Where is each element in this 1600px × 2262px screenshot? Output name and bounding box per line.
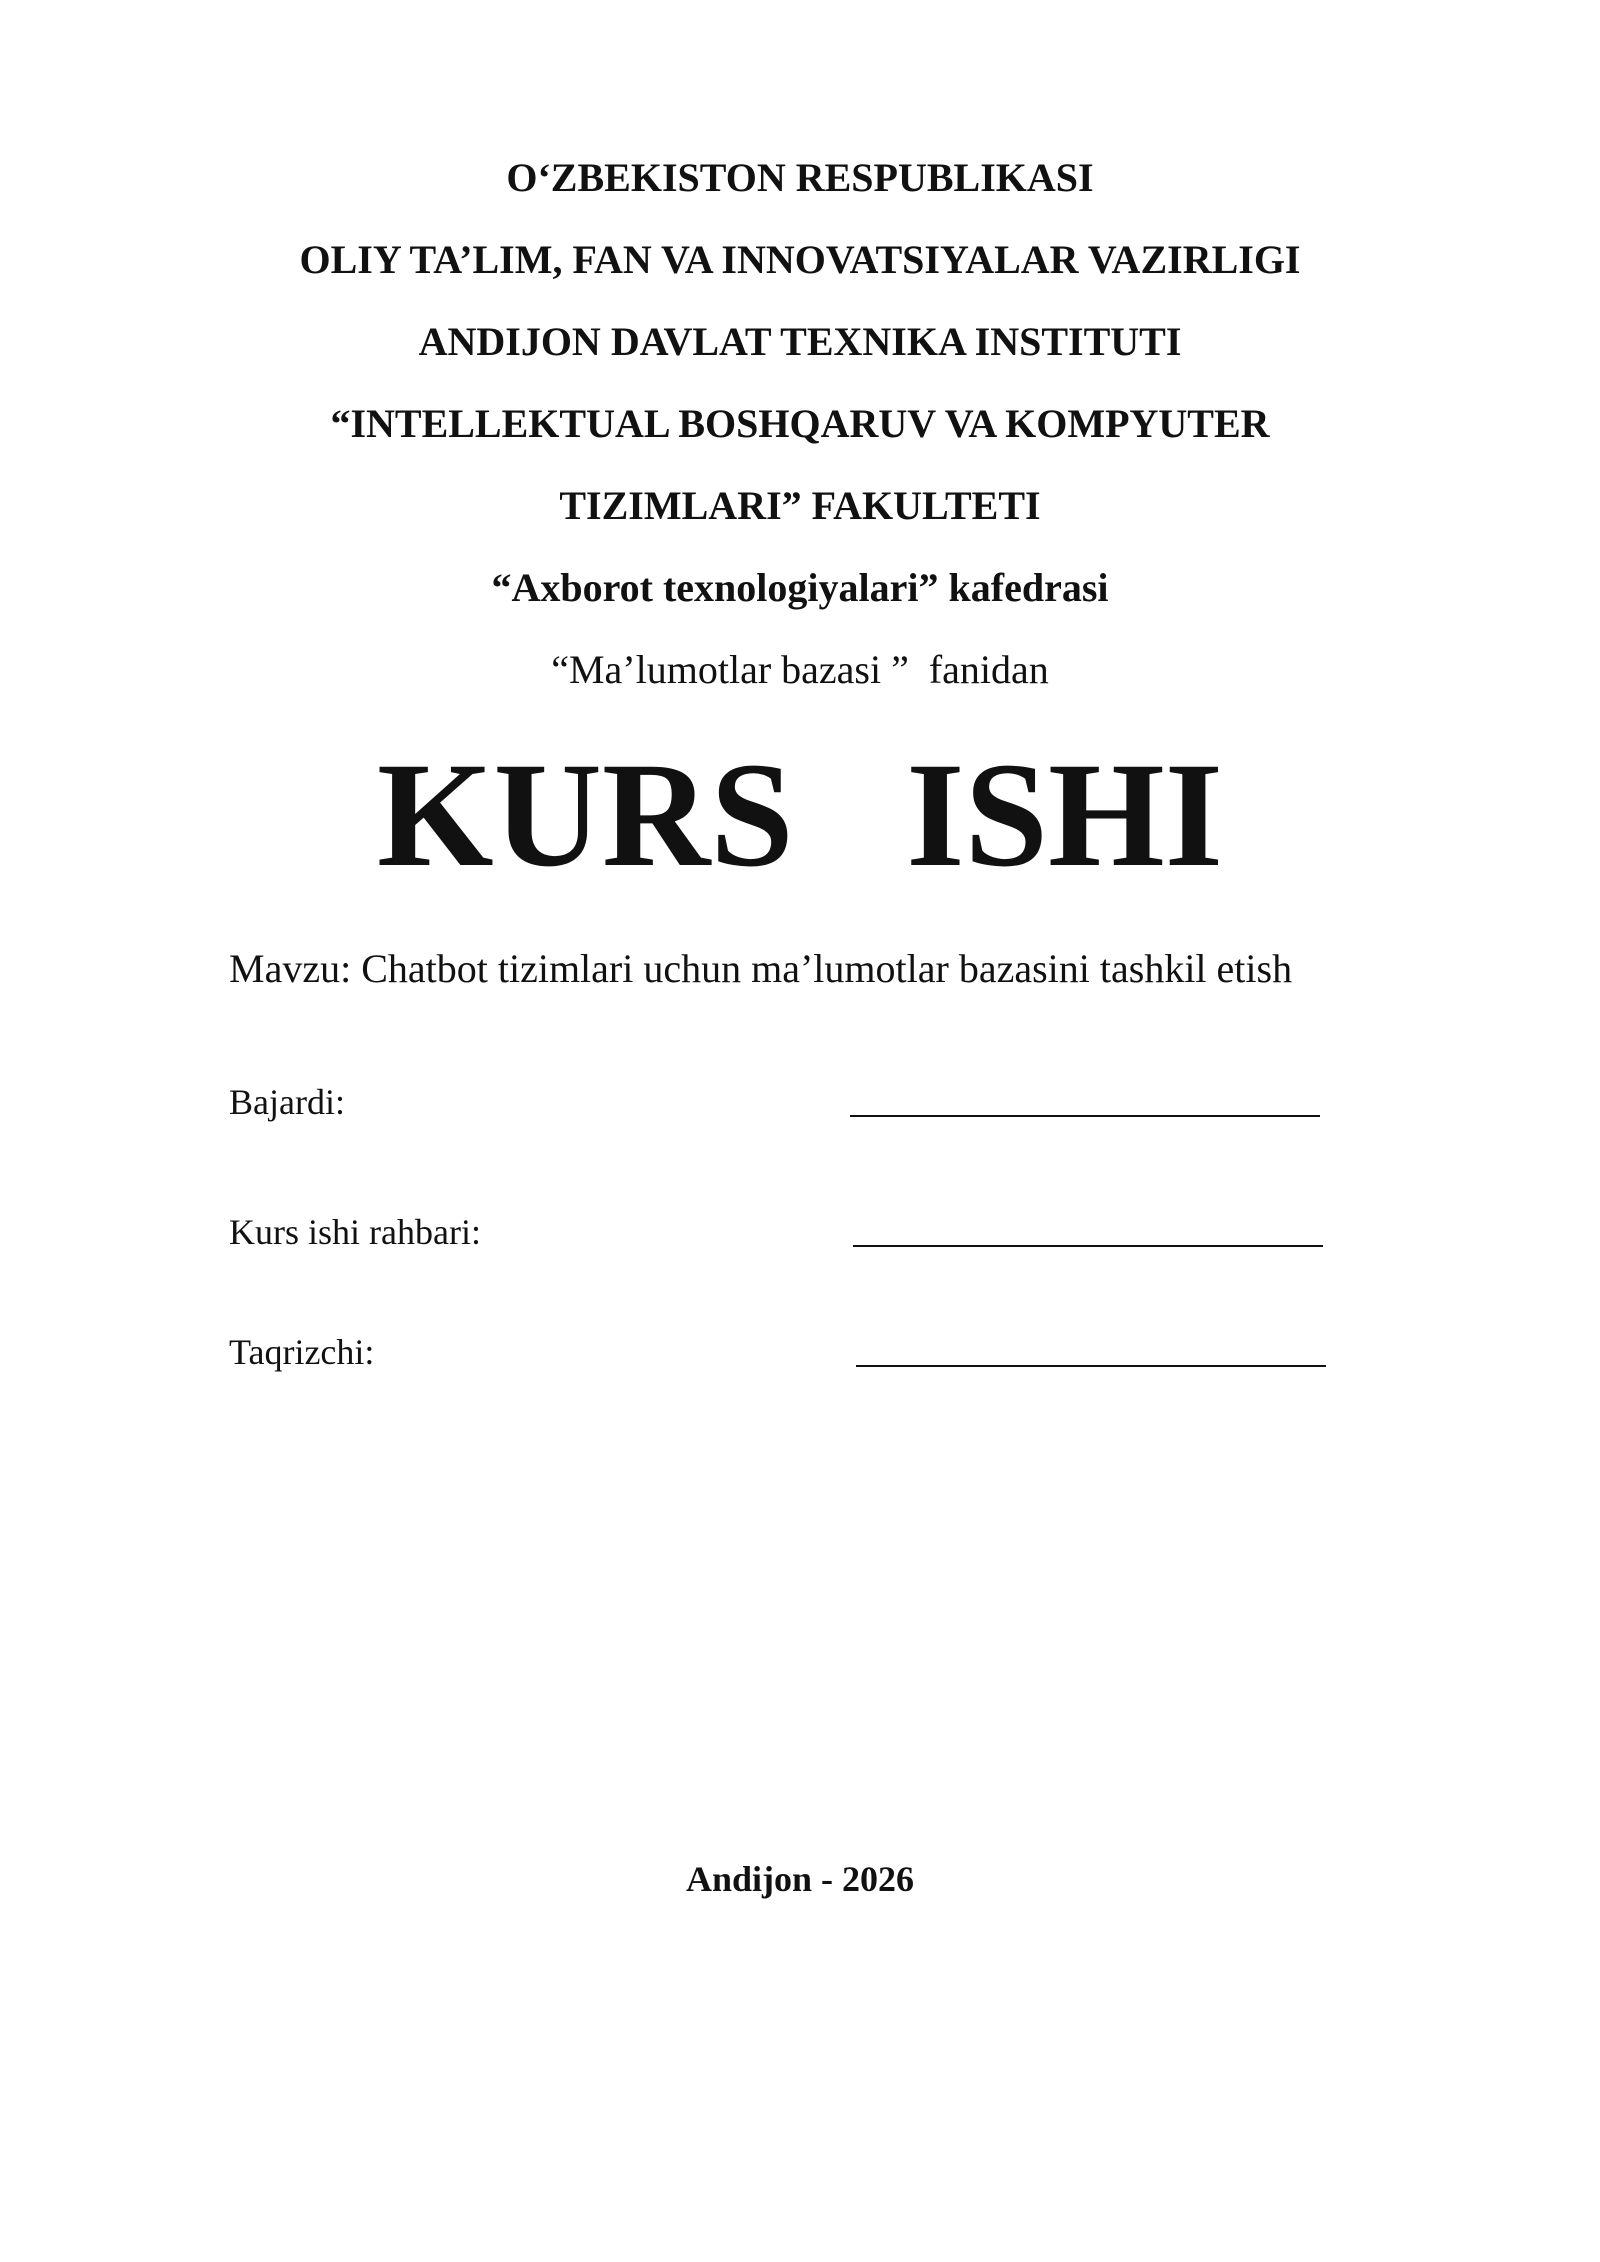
performer-signature-line xyxy=(850,1115,1320,1117)
subject-line: “Ma’lumotlar bazasi ” fanidan xyxy=(551,647,1049,692)
country-heading: O‘ZBEKISTON RESPUBLIKASI xyxy=(506,155,1094,200)
topic-line: Mavzu: Chatbot tizimlari uchun ma’lumotlar bazasini tashkil etish xyxy=(229,946,1293,991)
faculty-heading-line1: “INTELLEKTUAL BOSHQARUV VA KOMPYUTER xyxy=(330,401,1270,446)
document-title: KURS ISHI xyxy=(376,732,1224,898)
supervisor-signature-line xyxy=(853,1245,1323,1247)
place-year-footer: Andijon - 2026 xyxy=(685,1859,915,1899)
reviewer-label: Taqrizchi: xyxy=(229,1332,375,1372)
faculty-heading-line2: TIZIMLARI” FAKULTETI xyxy=(559,483,1041,528)
reviewer-signature-line xyxy=(856,1365,1326,1367)
department-heading: “Axborot texnologiyalari” kafedrasi xyxy=(491,565,1109,610)
ministry-heading: OLIY TA’LIM, FAN VA INNOVATSIYALAR VAZIRLIGI xyxy=(299,237,1301,282)
supervisor-label: Kurs ishi rahbari: xyxy=(229,1212,481,1252)
institute-heading: ANDIJON DAVLAT TEXNIKA INSTITUTI xyxy=(418,319,1182,364)
performer-label: Bajardi: xyxy=(229,1082,345,1122)
